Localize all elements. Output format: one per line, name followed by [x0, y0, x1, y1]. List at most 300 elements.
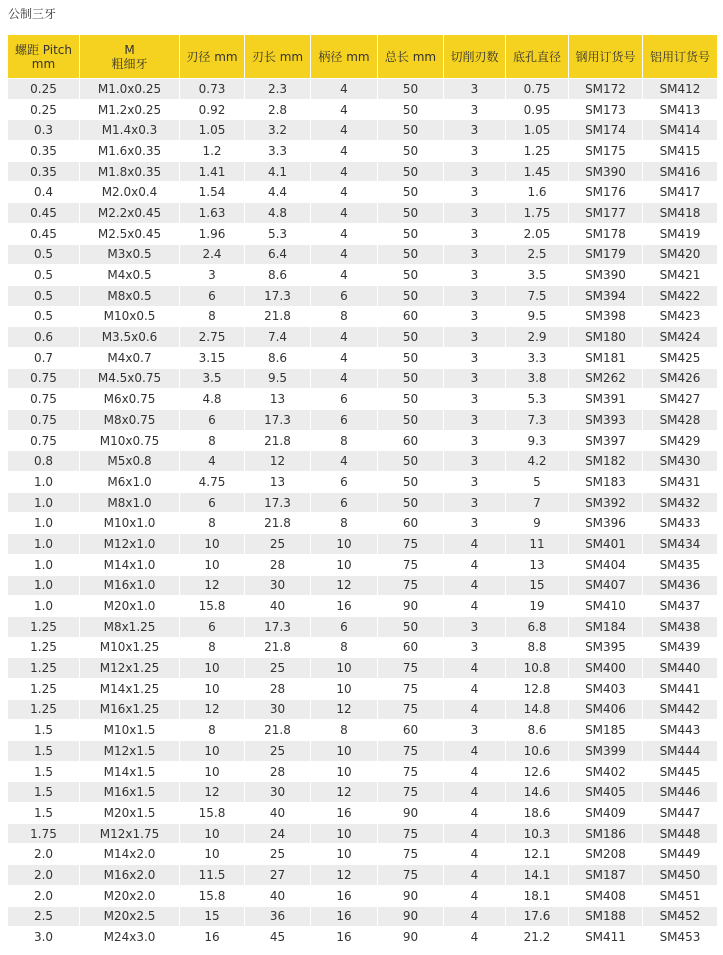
- cell-pitch: 1.0: [8, 596, 80, 617]
- cell-shank-diameter: 10: [311, 741, 378, 762]
- cell-steel-order-no: SM409: [569, 803, 643, 824]
- cell-cutter-diameter: 15: [180, 906, 245, 927]
- cell-steel-order-no: SM396: [569, 513, 643, 534]
- cell-tap-drill: 2.5: [506, 244, 569, 265]
- cell-flutes: 3: [444, 99, 506, 120]
- table-row: [8, 368, 718, 389]
- header-tap-drill: [506, 35, 569, 79]
- header-label: 切削刃数: [450, 49, 499, 64]
- table-row: [8, 741, 718, 762]
- cell-aluminum-order-no: SM432: [643, 492, 718, 513]
- cell-shank-diameter: 6: [311, 492, 378, 513]
- header-aluminum-order-no: [643, 35, 718, 79]
- cell-shank-diameter: 8: [311, 430, 378, 451]
- cell-tap-drill: 6.8: [506, 616, 569, 637]
- cell-thread-size: M1.4x0.3: [80, 120, 180, 141]
- cell-cutter-length: 24: [245, 823, 311, 844]
- cell-steel-order-no: SM393: [569, 410, 643, 431]
- cell-pitch: 1.25: [8, 616, 80, 637]
- cell-flutes: 4: [444, 844, 506, 865]
- cell-cutter-length: 17.3: [245, 285, 311, 306]
- cell-pitch: 0.35: [8, 161, 80, 182]
- cell-thread-size: M20x2.5: [80, 906, 180, 927]
- cell-cutter-diameter: 4.75: [180, 472, 245, 493]
- cell-flutes: 4: [444, 823, 506, 844]
- table-row: [8, 554, 718, 575]
- cell-pitch: 1.25: [8, 699, 80, 720]
- cell-flutes: 3: [444, 720, 506, 741]
- table-row: [8, 306, 718, 327]
- cell-cutter-diameter: 1.2: [180, 141, 245, 162]
- cell-steel-order-no: SM407: [569, 575, 643, 596]
- cell-tap-drill: 14.1: [506, 865, 569, 886]
- cell-aluminum-order-no: SM449: [643, 844, 718, 865]
- cell-flutes: 3: [444, 389, 506, 410]
- cell-overall-length: 90: [378, 906, 444, 927]
- cell-shank-diameter: 4: [311, 79, 378, 100]
- table-row: [8, 182, 718, 203]
- table-row: [8, 161, 718, 182]
- cell-overall-length: 50: [378, 389, 444, 410]
- table-row: [8, 782, 718, 803]
- cell-pitch: 0.75: [8, 410, 80, 431]
- cell-pitch: 1.5: [8, 741, 80, 762]
- cell-cutter-length: 28: [245, 554, 311, 575]
- cell-flutes: 3: [444, 368, 506, 389]
- cell-pitch: 1.5: [8, 720, 80, 741]
- cell-cutter-diameter: 1.54: [180, 182, 245, 203]
- cell-steel-order-no: SM177: [569, 203, 643, 224]
- cell-aluminum-order-no: SM433: [643, 513, 718, 534]
- cell-shank-diameter: 16: [311, 927, 378, 948]
- cell-cutter-diameter: 10: [180, 678, 245, 699]
- cell-overall-length: 60: [378, 306, 444, 327]
- cell-thread-size: M20x2.0: [80, 885, 180, 906]
- table-row: [8, 472, 718, 493]
- cell-cutter-diameter: 0.92: [180, 99, 245, 120]
- cell-cutter-length: 3.2: [245, 120, 311, 141]
- cell-pitch: 0.45: [8, 223, 80, 244]
- table-row: [8, 596, 718, 617]
- cell-aluminum-order-no: SM427: [643, 389, 718, 410]
- cell-aluminum-order-no: SM452: [643, 906, 718, 927]
- cell-shank-diameter: 4: [311, 99, 378, 120]
- cell-tap-drill: 1.05: [506, 120, 569, 141]
- cell-flutes: 4: [444, 554, 506, 575]
- cell-thread-size: M14x1.0: [80, 554, 180, 575]
- cell-thread-size: M20x1.5: [80, 803, 180, 824]
- cell-steel-order-no: SM411: [569, 927, 643, 948]
- cell-overall-length: 90: [378, 596, 444, 617]
- cell-shank-diameter: 6: [311, 389, 378, 410]
- cell-pitch: 0.8: [8, 451, 80, 472]
- cell-thread-size: M2.5x0.45: [80, 223, 180, 244]
- cell-thread-size: M12x1.75: [80, 823, 180, 844]
- table-row: [8, 906, 718, 927]
- cell-shank-diameter: 12: [311, 575, 378, 596]
- cell-tap-drill: 15: [506, 575, 569, 596]
- cell-overall-length: 75: [378, 844, 444, 865]
- cell-pitch: 0.5: [8, 244, 80, 265]
- cell-cutter-diameter: 11.5: [180, 865, 245, 886]
- cell-cutter-length: 25: [245, 658, 311, 679]
- cell-steel-order-no: SM172: [569, 79, 643, 100]
- table-row: [8, 79, 718, 100]
- cell-cutter-diameter: 6: [180, 410, 245, 431]
- cell-tap-drill: 12.6: [506, 761, 569, 782]
- cell-thread-size: M10x0.75: [80, 430, 180, 451]
- cell-tap-drill: 14.6: [506, 782, 569, 803]
- cell-steel-order-no: SM179: [569, 244, 643, 265]
- cell-tap-drill: 1.75: [506, 203, 569, 224]
- cell-aluminum-order-no: SM448: [643, 823, 718, 844]
- cell-steel-order-no: SM394: [569, 285, 643, 306]
- table-row: [8, 347, 718, 368]
- cell-steel-order-no: SM390: [569, 161, 643, 182]
- cell-steel-order-no: SM176: [569, 182, 643, 203]
- cell-thread-size: M10x0.5: [80, 306, 180, 327]
- cell-tap-drill: 9.3: [506, 430, 569, 451]
- cell-cutter-diameter: 1.63: [180, 203, 245, 224]
- cell-pitch: 2.0: [8, 865, 80, 886]
- cell-shank-diameter: 4: [311, 120, 378, 141]
- cell-cutter-length: 6.4: [245, 244, 311, 265]
- cell-shank-diameter: 8: [311, 306, 378, 327]
- cell-shank-diameter: 4: [311, 244, 378, 265]
- cell-cutter-length: 17.3: [245, 492, 311, 513]
- cell-thread-size: M1.8x0.35: [80, 161, 180, 182]
- cell-steel-order-no: SM180: [569, 327, 643, 348]
- cell-tap-drill: 7: [506, 492, 569, 513]
- cell-steel-order-no: SM399: [569, 741, 643, 762]
- cell-pitch: 0.5: [8, 285, 80, 306]
- cell-tap-drill: 13: [506, 554, 569, 575]
- cell-flutes: 3: [444, 141, 506, 162]
- cell-cutter-length: 40: [245, 803, 311, 824]
- cell-thread-size: M10x1.0: [80, 513, 180, 534]
- cell-steel-order-no: SM406: [569, 699, 643, 720]
- cell-shank-diameter: 10: [311, 534, 378, 555]
- cell-shank-diameter: 6: [311, 472, 378, 493]
- cell-cutter-length: 17.3: [245, 410, 311, 431]
- header-thread-size: [80, 35, 180, 79]
- cell-thread-size: M4x0.5: [80, 265, 180, 286]
- table-row: [8, 492, 718, 513]
- header-shank-diameter: [311, 35, 378, 79]
- table-row: [8, 761, 718, 782]
- cell-shank-diameter: 6: [311, 285, 378, 306]
- cell-flutes: 4: [444, 741, 506, 762]
- cell-overall-length: 75: [378, 823, 444, 844]
- cell-overall-length: 60: [378, 513, 444, 534]
- cell-cutter-length: 30: [245, 782, 311, 803]
- cell-tap-drill: 3.3: [506, 347, 569, 368]
- cell-tap-drill: 1.6: [506, 182, 569, 203]
- cell-aluminum-order-no: SM417: [643, 182, 718, 203]
- cell-steel-order-no: SM408: [569, 885, 643, 906]
- cell-pitch: 0.5: [8, 306, 80, 327]
- cell-cutter-length: 27: [245, 865, 311, 886]
- cell-steel-order-no: SM183: [569, 472, 643, 493]
- header-label: 钢用订货号: [575, 49, 636, 64]
- cell-pitch: 0.75: [8, 430, 80, 451]
- table-row: [8, 451, 718, 472]
- cell-cutter-length: 45: [245, 927, 311, 948]
- cell-cutter-length: 25: [245, 844, 311, 865]
- cell-steel-order-no: SM400: [569, 658, 643, 679]
- table-row: [8, 410, 718, 431]
- cell-flutes: 3: [444, 430, 506, 451]
- cell-thread-size: M14x1.5: [80, 761, 180, 782]
- cell-aluminum-order-no: SM431: [643, 472, 718, 493]
- cell-flutes: 4: [444, 761, 506, 782]
- cell-cutter-diameter: 10: [180, 554, 245, 575]
- cell-aluminum-order-no: SM421: [643, 265, 718, 286]
- cell-steel-order-no: SM397: [569, 430, 643, 451]
- cell-shank-diameter: 4: [311, 141, 378, 162]
- cell-overall-length: 50: [378, 347, 444, 368]
- cell-tap-drill: 17.6: [506, 906, 569, 927]
- cell-overall-length: 50: [378, 285, 444, 306]
- spec-table: [7, 34, 718, 948]
- cell-shank-diameter: 4: [311, 265, 378, 286]
- cell-pitch: 0.5: [8, 265, 80, 286]
- header-label: 铝用订货号: [649, 49, 710, 64]
- table-row: [8, 430, 718, 451]
- cell-steel-order-no: SM398: [569, 306, 643, 327]
- table-row: [8, 637, 718, 658]
- cell-aluminum-order-no: SM453: [643, 927, 718, 948]
- cell-cutter-diameter: 8: [180, 306, 245, 327]
- cell-cutter-diameter: 12: [180, 699, 245, 720]
- cell-aluminum-order-no: SM451: [643, 885, 718, 906]
- cell-steel-order-no: SM410: [569, 596, 643, 617]
- cell-flutes: 3: [444, 244, 506, 265]
- cell-cutter-length: 28: [245, 678, 311, 699]
- table-row: [8, 927, 718, 948]
- cell-cutter-diameter: 15.8: [180, 803, 245, 824]
- table-body: [8, 79, 718, 948]
- cell-cutter-length: 25: [245, 741, 311, 762]
- cell-cutter-length: 2.8: [245, 99, 311, 120]
- cell-cutter-diameter: 10: [180, 823, 245, 844]
- cell-steel-order-no: SM401: [569, 534, 643, 555]
- cell-flutes: 4: [444, 782, 506, 803]
- cell-thread-size: M2.2x0.45: [80, 203, 180, 224]
- cell-steel-order-no: SM185: [569, 720, 643, 741]
- header-label: 总长 mm: [384, 49, 437, 64]
- cell-cutter-diameter: 16: [180, 927, 245, 948]
- cell-pitch: 1.75: [8, 823, 80, 844]
- cell-aluminum-order-no: SM423: [643, 306, 718, 327]
- cell-pitch: 1.5: [8, 782, 80, 803]
- cell-flutes: 4: [444, 927, 506, 948]
- cell-overall-length: 50: [378, 141, 444, 162]
- cell-overall-length: 50: [378, 265, 444, 286]
- cell-cutter-length: 25: [245, 534, 311, 555]
- cell-aluminum-order-no: SM412: [643, 79, 718, 100]
- cell-overall-length: 75: [378, 678, 444, 699]
- cell-steel-order-no: SM392: [569, 492, 643, 513]
- cell-tap-drill: 21.2: [506, 927, 569, 948]
- cell-cutter-length: 40: [245, 885, 311, 906]
- cell-aluminum-order-no: SM415: [643, 141, 718, 162]
- table-row: [8, 678, 718, 699]
- table-row: [8, 285, 718, 306]
- cell-cutter-length: 13: [245, 472, 311, 493]
- cell-aluminum-order-no: SM422: [643, 285, 718, 306]
- cell-tap-drill: 9.5: [506, 306, 569, 327]
- cell-cutter-diameter: 4.8: [180, 389, 245, 410]
- cell-steel-order-no: SM175: [569, 141, 643, 162]
- cell-thread-size: M6x0.75: [80, 389, 180, 410]
- cell-aluminum-order-no: SM438: [643, 616, 718, 637]
- cell-cutter-diameter: 12: [180, 575, 245, 596]
- cell-aluminum-order-no: SM440: [643, 658, 718, 679]
- cell-pitch: 0.7: [8, 347, 80, 368]
- cell-thread-size: M2.0x0.4: [80, 182, 180, 203]
- cell-shank-diameter: 10: [311, 844, 378, 865]
- cell-pitch: 1.0: [8, 492, 80, 513]
- cell-overall-length: 75: [378, 761, 444, 782]
- cell-flutes: 4: [444, 906, 506, 927]
- table-row: [8, 513, 718, 534]
- cell-cutter-length: 4.1: [245, 161, 311, 182]
- cell-aluminum-order-no: SM436: [643, 575, 718, 596]
- cell-cutter-diameter: 3.15: [180, 347, 245, 368]
- cell-flutes: 3: [444, 492, 506, 513]
- table-row: [8, 203, 718, 224]
- cell-shank-diameter: 4: [311, 347, 378, 368]
- table-row: [8, 141, 718, 162]
- cell-cutter-diameter: 8: [180, 430, 245, 451]
- cell-cutter-diameter: 10: [180, 741, 245, 762]
- cell-shank-diameter: 10: [311, 761, 378, 782]
- cell-thread-size: M14x2.0: [80, 844, 180, 865]
- cell-cutter-length: 4.8: [245, 203, 311, 224]
- cell-shank-diameter: 4: [311, 451, 378, 472]
- cell-pitch: 1.5: [8, 803, 80, 824]
- cell-cutter-length: 5.3: [245, 223, 311, 244]
- cell-overall-length: 50: [378, 244, 444, 265]
- cell-cutter-length: 13: [245, 389, 311, 410]
- table-row: [8, 575, 718, 596]
- table-row: [8, 327, 718, 348]
- cell-cutter-diameter: 3: [180, 265, 245, 286]
- cell-overall-length: 75: [378, 534, 444, 555]
- cell-overall-length: 50: [378, 79, 444, 100]
- cell-cutter-length: 21.8: [245, 513, 311, 534]
- cell-shank-diameter: 16: [311, 906, 378, 927]
- cell-shank-diameter: 16: [311, 803, 378, 824]
- cell-thread-size: M10x1.5: [80, 720, 180, 741]
- cell-cutter-diameter: 6: [180, 285, 245, 306]
- cell-cutter-length: 30: [245, 575, 311, 596]
- cell-flutes: 4: [444, 699, 506, 720]
- cell-thread-size: M12x1.0: [80, 534, 180, 555]
- cell-thread-size: M16x2.0: [80, 865, 180, 886]
- cell-aluminum-order-no: SM441: [643, 678, 718, 699]
- cell-shank-diameter: 12: [311, 865, 378, 886]
- cell-cutter-length: 17.3: [245, 616, 311, 637]
- cell-aluminum-order-no: SM430: [643, 451, 718, 472]
- cell-cutter-length: 7.4: [245, 327, 311, 348]
- cell-flutes: 3: [444, 161, 506, 182]
- cell-tap-drill: 1.45: [506, 161, 569, 182]
- cell-aluminum-order-no: SM426: [643, 368, 718, 389]
- table-row: [8, 885, 718, 906]
- cell-thread-size: M10x1.25: [80, 637, 180, 658]
- cell-overall-length: 50: [378, 492, 444, 513]
- cell-shank-diameter: 10: [311, 554, 378, 575]
- cell-aluminum-order-no: SM445: [643, 761, 718, 782]
- cell-shank-diameter: 4: [311, 223, 378, 244]
- cell-aluminum-order-no: SM419: [643, 223, 718, 244]
- cell-shank-diameter: 4: [311, 161, 378, 182]
- cell-flutes: 4: [444, 534, 506, 555]
- cell-overall-length: 50: [378, 616, 444, 637]
- cell-thread-size: M16x1.25: [80, 699, 180, 720]
- cell-cutter-diameter: 10: [180, 534, 245, 555]
- cell-flutes: 3: [444, 410, 506, 431]
- cell-pitch: 0.45: [8, 203, 80, 224]
- cell-cutter-diameter: 6: [180, 616, 245, 637]
- cell-cutter-diameter: 15.8: [180, 885, 245, 906]
- cell-aluminum-order-no: SM443: [643, 720, 718, 741]
- cell-tap-drill: 12.8: [506, 678, 569, 699]
- cell-aluminum-order-no: SM424: [643, 327, 718, 348]
- cell-shank-diameter: 10: [311, 678, 378, 699]
- cell-thread-size: M8x0.5: [80, 285, 180, 306]
- cell-pitch: 0.25: [8, 79, 80, 100]
- cell-thread-size: M12x1.25: [80, 658, 180, 679]
- cell-tap-drill: 5.3: [506, 389, 569, 410]
- cell-pitch: 3.0: [8, 927, 80, 948]
- cell-shank-diameter: 8: [311, 720, 378, 741]
- cell-pitch: 0.35: [8, 141, 80, 162]
- cell-tap-drill: 18.1: [506, 885, 569, 906]
- table-row: [8, 265, 718, 286]
- cell-thread-size: M16x1.5: [80, 782, 180, 803]
- cell-shank-diameter: 10: [311, 823, 378, 844]
- cell-flutes: 3: [444, 306, 506, 327]
- cell-cutter-diameter: 10: [180, 761, 245, 782]
- cell-tap-drill: 2.9: [506, 327, 569, 348]
- cell-shank-diameter: 4: [311, 203, 378, 224]
- cell-cutter-diameter: 3.5: [180, 368, 245, 389]
- cell-overall-length: 50: [378, 472, 444, 493]
- cell-steel-order-no: SM405: [569, 782, 643, 803]
- cell-flutes: 4: [444, 678, 506, 699]
- header-steel-order-no: [569, 35, 643, 79]
- header-label: 刃径 mm: [186, 49, 238, 64]
- cell-pitch: 2.0: [8, 844, 80, 865]
- cell-cutter-diameter: 2.4: [180, 244, 245, 265]
- cell-cutter-length: 28: [245, 761, 311, 782]
- table-row: [8, 865, 718, 886]
- cell-tap-drill: 7.3: [506, 410, 569, 431]
- cell-flutes: 4: [444, 658, 506, 679]
- cell-tap-drill: 4.2: [506, 451, 569, 472]
- cell-flutes: 3: [444, 182, 506, 203]
- cell-flutes: 4: [444, 865, 506, 886]
- header-label: 螺距 Pitch: [14, 42, 73, 57]
- cell-tap-drill: 19: [506, 596, 569, 617]
- cell-aluminum-order-no: SM447: [643, 803, 718, 824]
- cell-cutter-diameter: 15.8: [180, 596, 245, 617]
- cell-cutter-length: 3.3: [245, 141, 311, 162]
- header-label: 底孔直径: [512, 49, 561, 64]
